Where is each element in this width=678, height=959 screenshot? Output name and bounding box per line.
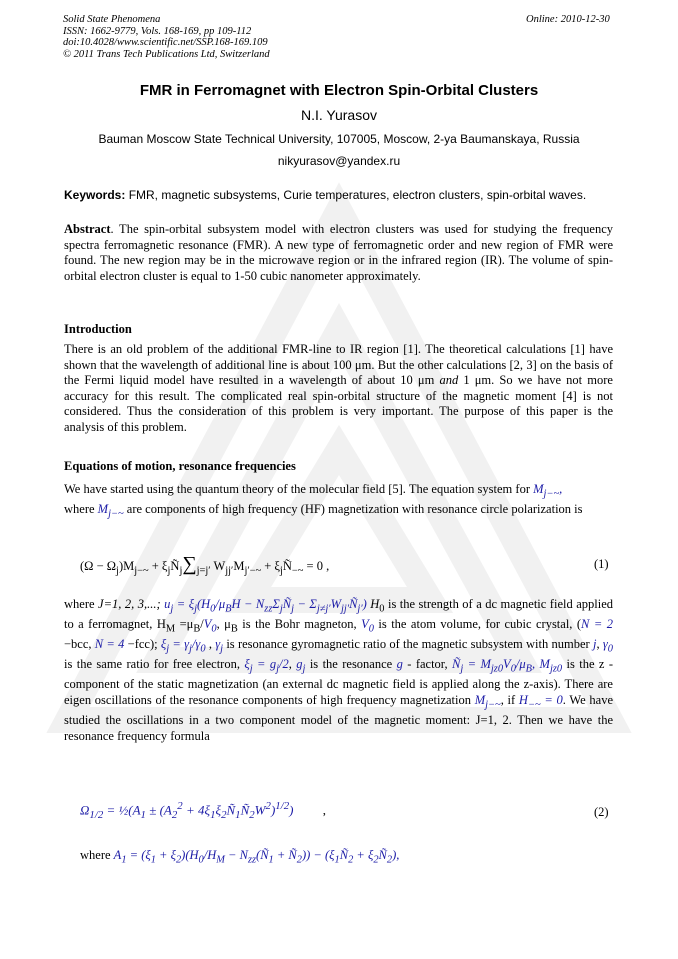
introduction-heading: Introduction	[64, 322, 132, 336]
keywords-text: FMR, magnetic subsystems, Curie temperatures, electron clusters, spin-orbital waves.	[125, 188, 587, 202]
formula-image: $Ñ_j = M_{jz0}V_0/\mu_B$, $M_{jz0}$	[451, 657, 563, 675]
abstract	[64, 222, 613, 284]
formula-image: N = 4	[94, 637, 125, 652]
formula-image: j	[592, 637, 597, 652]
formula-image: $M_{j-\sim}$	[97, 502, 124, 520]
online-date: Online: 2010-12-30	[526, 14, 610, 25]
author-email: nikyurasov@yandex.ru	[277, 154, 401, 168]
keywords	[64, 188, 624, 202]
keywords-label: Keywords:	[64, 188, 126, 202]
equation-1-number: (1)	[594, 557, 609, 571]
journal-header	[63, 14, 270, 60]
formula-image: $M_{j-\sim}$	[474, 692, 501, 711]
formula-image: $M_{j-\sim}$,	[533, 482, 563, 500]
equation-1: $(\Omega - \Omega_j)M_{j-\sim}$ + $\xi_jÑ_j\sum_{j=j'}$ $W_{jj'}M_{j'-\sim}$ + $\xi_jÑ_{-\sim} = 0$ ,	[80, 553, 330, 577]
doi-line: doi:10.4028/www.scientific.net/SSP.168-169.109	[63, 37, 268, 48]
formula-image: $\xi_j = \gamma_j/\gamma_0$	[160, 637, 206, 655]
author-name: N.I. Yurasov	[300, 107, 377, 123]
issn-line: ISSN: 1662-9779, Vols. 168-169, pp 109-112	[63, 25, 252, 37]
equation-2-where: where $A_1 = (\xi_1 + \xi_2)(H_0/H_M$ − $N_{zz}(Ñ_1$ + $Ñ_2$)) − ($\xi_1Ñ_2$ + $\xi_2Ñ_2$),	[80, 848, 400, 866]
paper-title: FMR in Ferromagnet with Electron Spin-Orbital Clusters	[139, 82, 539, 99]
equations-heading: Equations of motion, resonance frequencies	[64, 459, 296, 473]
copyright-line: © 2011 Trans Tech Publications Ltd, Switzerland	[63, 48, 270, 60]
abstract-text: . The spin-orbital subsystem model with electron clusters was used for studying the frequency spectra ferromagnetic resonance (FMR). A new type of ferromagnetic order and new region of FMR were found. The new region may be in the microwave region or in the infrared region (IR). The volume of spin-orbital electron cluster is equal to 1-50 cubic nanometer approximately.	[64, 222, 613, 283]
formula-image: N = 2	[581, 617, 613, 632]
formula-image: $H_{-\sim} = 0$	[518, 692, 563, 711]
equations-intro: We have started using the quantum theory of the molecular field [5]. The equation system for $M_{j-\sim}$, where $M_{j-\sim}$ are components of high frequency (HF) magnetization with resonance circle polarization is	[64, 482, 583, 520]
formula-image: $V_0$	[203, 617, 217, 635]
formula-image: $\xi_j = g_j/2$	[244, 657, 289, 675]
formula-image: $V_0$	[361, 617, 374, 635]
formula-image: $A_1 = (\xi_1 + \xi_2)(H_0/H_M$ − $N_{zz}(Ñ_1$ + $Ñ_2$)) − ($\xi_1Ñ_2$ + $\xi_2Ñ_2$),	[113, 848, 400, 866]
equation-1-description: where J=1, 2, 3,...; $u_j = \xi_j(H_0/\mu_BH$ − $N_{zz}\Sigma_jÑ_j$ − $\Sigma_{j\ne j'}W_{jj'}Ñ_{j'}$) $H_0$ is the strength of a dc magnetic field applied to a ferromagnet, $H_M =\mu_B/V_0$, $\mu_B$ is the Bohr magneton, $V_0$ is the atom volume, for cubic crystal, (N = 2 −bcc, N = 4 −fcc); $\xi_j = \gamma_j/\gamma_0$ , $\gamma_j$ is resonance gyromagnetic ratio of the magnetic subsystem with number j, $\gamma_0$ is the same ratio for free electron, $\xi_j = g_j/2$, $g_j$ is the resonance g - factor, $Ñ_j = M_{jz0}V_0/\mu_B$, $M_{jz0}$ is the z - component of the static magnetization (an external dc magnetic field is applied along the z-axis). There are eigen oscillations of the resonance components of high frequency magnetization $M_{j-\sim}$, if $H_{-\sim} = 0$. We have studied the oscillations in a two component model of the magnetic moment: J=1, 2. Then we have the resonance frequency formula	[64, 597, 614, 743]
formula-image: $u_j = \xi_j(H_0/\mu_BH$ − $N_{zz}\Sigma_jÑ_j$ − $\Sigma_{j\ne j'}W_{jj'}Ñ_{j'}$)	[164, 597, 367, 615]
abstract-label: Abstract	[64, 222, 111, 236]
formula-image: $g_j$	[296, 657, 306, 675]
journal-name: Solid State Phenomena	[63, 14, 161, 25]
equation-2: $\Omega_{1/2}$ = $\frac{1}{2}(A_1 \pm (A_2^2$ + $4\xi_1\xi_2Ñ_1Ñ_2W^2)^{1/2}$) ,	[80, 800, 326, 821]
formula-image: $\gamma_j$	[215, 637, 224, 655]
formula-image: g	[396, 657, 403, 672]
formula-image: $\gamma_0$	[602, 637, 613, 655]
equation-2-number: (2)	[594, 805, 609, 819]
introduction-text: There is an old problem of the additional FMR-line to IR region [1]. The theoretical calculations [1] have shown that the wavelength of additional line is about 100 μm. But the other calculations [2, 3] on the basis of the Fermi liquid model have resulted in a wavelength of about 10 μm and 1 μm. So we have not more accuracy for this result. The complicated real spin-orbital structure of the magnetic moment [4] is not considered. Thus the consideration of this problem is very important. The purpose of this paper is the analysis of this problem.	[64, 342, 613, 434]
affiliation: Bauman Moscow State Technical University, 107005, Moscow, 2-ya Baumanskaya, Russia	[98, 132, 580, 146]
